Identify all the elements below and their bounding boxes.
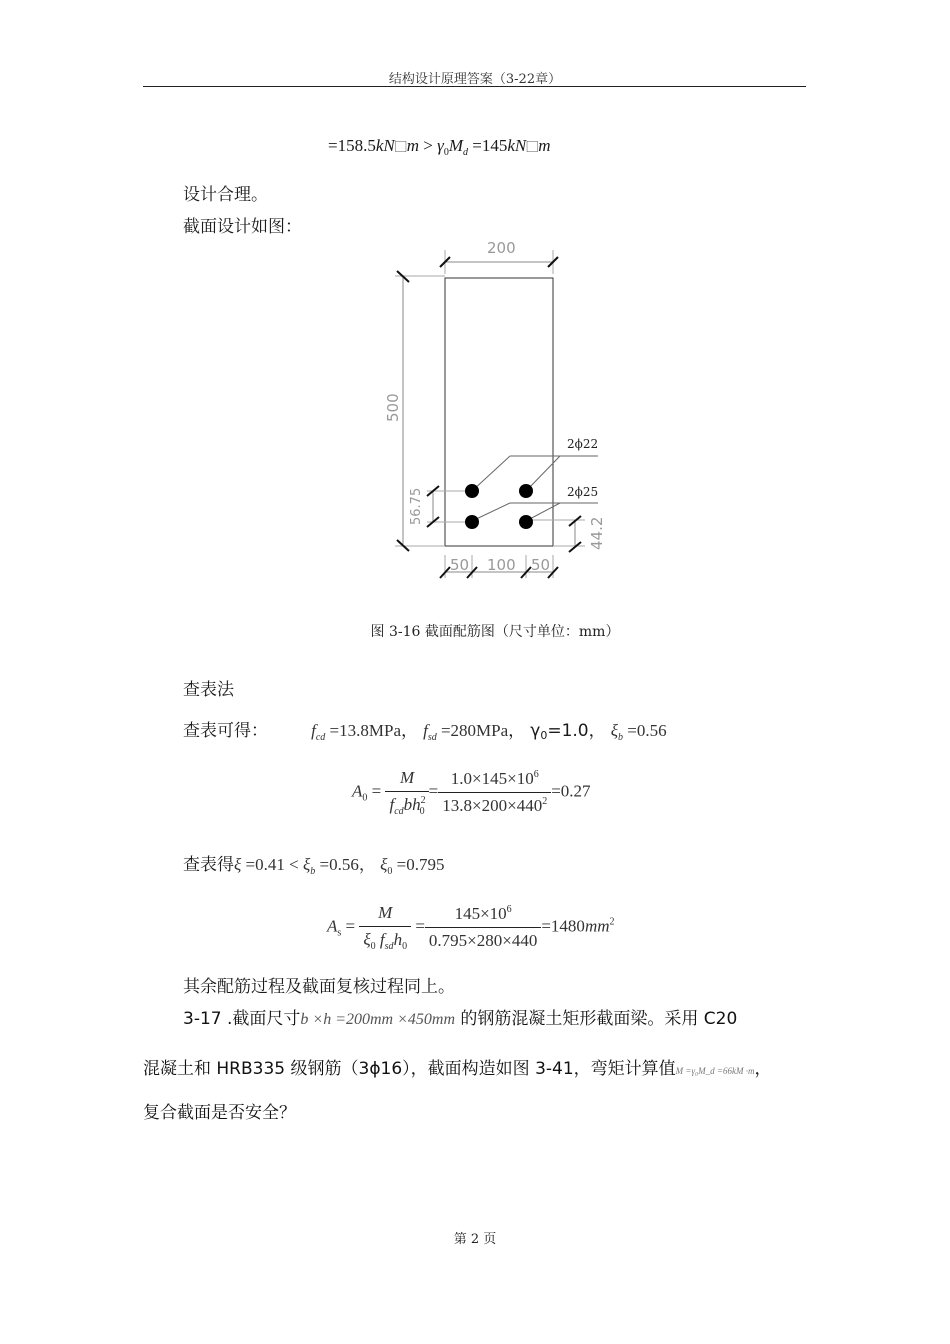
- rebar-top-right: [519, 484, 533, 498]
- rebar-group: [465, 484, 533, 529]
- problem-3-17-line3: 复合截面是否安全？: [143, 1103, 296, 1123]
- problem-3-17-line2: 混凝土和 HRB335 级钢筋（3ϕ16），截面构造如图 3-41，弯矩计算值M =γ₀M_d =66kM ·m，: [143, 1059, 772, 1079]
- bar-label-bottom: 2ϕ25: [567, 485, 599, 499]
- figure-caption: 图 3-16 截面配筋图（尺寸单位：mm）: [370, 624, 620, 640]
- lookup-values-line: 查表可得： $f_{cd} =13.8MPa$， $f_{sd} =280MPa$， γ0=1.0， $\xi_b =0.56$: [183, 721, 667, 743]
- xi-values-line: 查表得$\xi =0.41 < \xi_b =0.56$， $\xi_0 =0.795$: [183, 855, 445, 877]
- dim-cover-label: 56.75: [409, 487, 424, 525]
- page-header: 结构设计原理答案（3-22章）: [388, 72, 562, 87]
- text-section-design: 截面设计如图：: [183, 217, 302, 237]
- dim-bottom-label: 44.2: [588, 516, 606, 550]
- equation-moment-check: =158.5kN⃞m > $\gamma_0M_d$ =145kN⃞m: [328, 136, 551, 158]
- text-remaining-process: 其余配筋过程及截面复核过程同上。: [183, 977, 455, 997]
- rebar-bottom-left: [465, 515, 479, 529]
- page-footer: 第 2 页: [453, 1232, 497, 1247]
- rebar-top-left: [465, 484, 479, 498]
- dim-width-label: 200: [487, 239, 516, 257]
- dim-mid-label: 100: [487, 556, 516, 574]
- problem-3-17-line1: 3-17 .截面尺寸b ×h =200mm ×450mm 的钢筋混凝土矩形截面梁。采用 C20: [183, 1009, 738, 1029]
- equation-A0: $A_0$ = $\frac{M}{f_{cd}bh^2_0}$ = $\frac{1.0\times 145\times 10^6}{13.8\times 200\times 440^2}$ =0.27: [352, 768, 591, 817]
- beam-section-outline: [445, 278, 553, 546]
- header-rule: [143, 86, 806, 87]
- rebar-bottom-right: [519, 515, 533, 529]
- text-design-reasonable: 设计合理。: [183, 185, 268, 205]
- dim-left-label: 50: [450, 556, 470, 574]
- text-table-method: 查表法: [183, 680, 234, 700]
- section-reinforcement-figure: [370, 230, 630, 590]
- dim-height-label: 500: [384, 393, 402, 422]
- dim-right-label: 50: [531, 556, 551, 574]
- bar-label-top: 2ϕ22: [567, 437, 599, 451]
- equation-As: $A_s$ = $\frac{M}{\xi_0 f_{sd}h_0}$ = $\frac{145\times 10^6}{0.795\times 280\times 440}$ $=1480mm^2$: [327, 903, 615, 952]
